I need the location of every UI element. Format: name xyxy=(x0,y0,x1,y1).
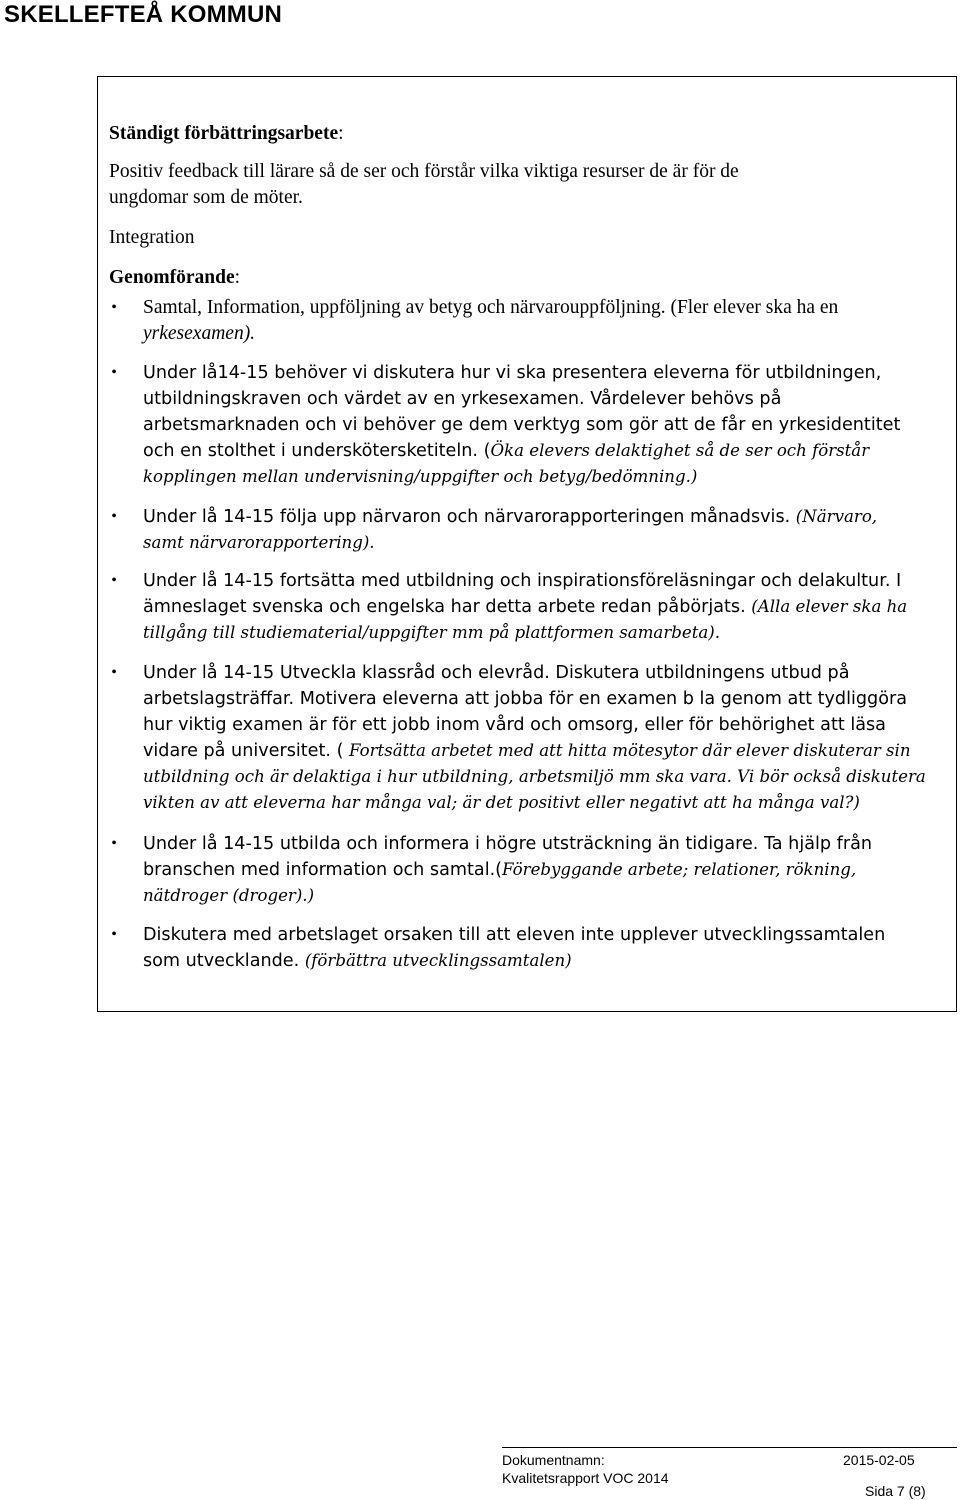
list-item: Under lå 14-15 följa upp närvaron och närvarorapporteringen månadsvis. (Närvaro, samt närvarorapportering). xyxy=(143,507,878,552)
footer-date: 2015-02-05 xyxy=(843,1452,915,1468)
footer-doc-label: Dokumentnamn: xyxy=(502,1452,605,1468)
bullet-icon: • xyxy=(111,664,117,681)
bullet-icon: • xyxy=(111,364,117,381)
bullet-icon: • xyxy=(111,835,117,852)
bullet-icon: • xyxy=(111,572,117,589)
list-item: Under lå14-15 behöver vi diskutera hur vi ska presentera eleverna för utbildningen, utbildningskraven och värdet av en yrkesexamen. Vårdelever behövs på arbetsmarknaden och vi behöver ge dem verktyg som gör att de får en yrkesidentitet och en stolthet i underskötersketiteln. (Öka elevers delaktighet så de ser och förstår kopplingen mellan undervisning/uppgifter och betyg/bedömning.) xyxy=(143,363,901,486)
page-header-org: SKELLEFTEÅ KOMMUN xyxy=(4,1,283,28)
footer-divider xyxy=(502,1447,957,1448)
list-item: Under lå 14-15 utbilda och informera i högre utsträckning än tidigare. Ta hjälp från branschen med information och samtal.(Förebyggande arbete; relationer, rökning, nätdroger (droger).) xyxy=(143,834,873,905)
footer-page-number: Sida 7 (8) xyxy=(865,1483,926,1499)
bullet-icon: • xyxy=(111,508,117,525)
genomforande-heading: Genomförande: xyxy=(109,267,241,288)
feedback-line-1: Positiv feedback till lärare så de ser och förstår vilka viktiga resurser de är för de xyxy=(109,161,739,182)
bullet-icon: • xyxy=(111,926,117,943)
feedback-line-2: ungdomar som de möter. xyxy=(109,187,303,208)
section-heading: Ständigt förbättringsarbete: xyxy=(109,123,344,144)
list-item: Under lå 14-15 fortsätta med utbildning och inspirationsföreläsningar och delakultur. I ämneslaget svenska och engelska har detta arbete redan påbörjats. (Alla elever ska ha tillgång till studiematerial/uppgifter mm på plattformen samarbeta). xyxy=(143,571,908,642)
list-item: Diskutera med arbetslaget orsaken till att eleven inte upplever utvecklingssamtalen som utvecklande. (förbättra utvecklingssamtalen) xyxy=(143,925,886,971)
list-item: Under lå 14-15 Utveckla klassråd och elevråd. Diskutera utbildningens utbud på arbetslagsträffar. Motivera eleverna att jobba för en examen b la genom att tydliggöra hur viktig examen är för ett jobb inom vård och omsorg, eller för behörighet att läsa vidare på universitet. ( Fortsätta arbetet med att hitta mötesytor där elever diskuterar sin utbildning och är delaktiga i hur utbildning, arbetsmiljö mm ska vara. Vi bör också diskutera vikten av att eleverna har många val; är det positivt eller negativt att ha många val?) xyxy=(143,663,926,812)
list-item: Samtal, Information, uppföljning av betyg och närvarouppföljning. (Fler elever ska ha en yrkesexamen). xyxy=(143,297,839,344)
footer-doc-name: Kvalitetsrapport VOC 2014 xyxy=(502,1470,669,1486)
bullet-icon: • xyxy=(111,299,117,316)
integration-label: Integration xyxy=(109,227,195,248)
